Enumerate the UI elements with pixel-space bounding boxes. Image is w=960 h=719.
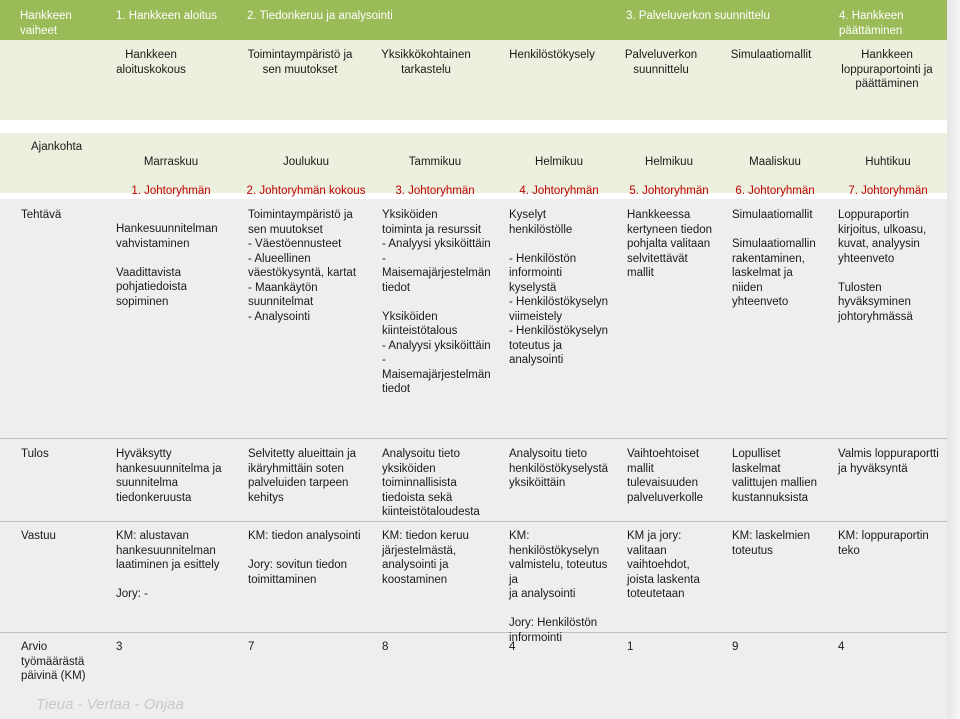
meeting-label: 2. Johtoryhmän kokous [246, 184, 366, 197]
result-cell-1: Hyväksytty hankesuunnitelma ja suunnitelma tiedonkeruusta [116, 448, 222, 504]
row-divider [0, 438, 947, 439]
task-cell-1: Hankesuunnitelman vahvistaminen Vaadittavista pohjatiedoista sopiminen [116, 223, 218, 308]
schedule-month: Helmikuu [645, 155, 693, 168]
schedule-month: Tammikuu [408, 155, 462, 168]
schedule-month: Maaliskuu [749, 155, 801, 168]
result-cell-3: Analysoitu tieto yksiköiden toiminnallisista tiedoista sekä kiinteistötaloudesta [382, 448, 480, 518]
responsibility-cell-2: KM: tiedon analysointi Jory: sovitun tiedon toimittaminen [248, 530, 361, 586]
row-label-result: Tulos [21, 448, 49, 460]
responsibility-cell-5: KM ja jory: valitaan vaihtoehdot, joista laskenta toteutetaan [627, 530, 700, 600]
effort-cell-7: 4 [838, 641, 845, 653]
right-edge-strip [947, 0, 960, 719]
schedule-month: Marraskuu [143, 155, 199, 168]
result-cell-7: Valmis loppuraportti ja hyväksyntä [838, 448, 939, 475]
effort-cell-6: 9 [732, 641, 739, 653]
result-cell-6: Lopulliset laskelmat valittujen mallien kustannuksista [732, 448, 818, 504]
meeting-label: 3. Johtoryhmän [395, 184, 475, 197]
step-6: Simulaatiomallit [730, 49, 812, 61]
effort-cell-1: 3 [116, 641, 123, 653]
meeting-label: 6. Johtoryhmän [735, 184, 815, 197]
effort-cell-4: 4 [509, 641, 516, 653]
result-cell-4: Analysoitu tieto henkilöstökyselystä yksiköittäin [509, 448, 609, 489]
task-cell-4: Kyselyt henkilöstölle - Henkilöstön informointi kyselystä - Henkilöstökyselyn viimeistely - Henkilöstökyselyn toteutus ja analysointi [509, 209, 609, 366]
task-cell-2: Toimintaympäristö ja sen muutokset - Väestöennusteet - Alueellinen väestökysyntä, kartat - Maankäytön suunnitelmat - Analysointi [248, 209, 357, 323]
step-5: Palveluverkon suunnittelu [624, 49, 698, 76]
schedule-month: Helmikuu [535, 155, 583, 168]
responsibility-cell-1: KM: alustavan hankesuunnitelman laatiminen ja esittely Jory: - [116, 530, 220, 600]
effort-cell-5: 1 [627, 641, 634, 653]
schedule-month: Huhtikuu [865, 155, 911, 168]
phase-1-label: 1. Hankkeen aloitus [116, 10, 218, 22]
watermark-text: Tieua - Vertaa - Onjaa [36, 696, 184, 713]
row-divider [0, 632, 947, 633]
schedule-label: Ajankohta [31, 141, 83, 153]
phase-3-label: 3. Palveluverkon suunnittelu [626, 10, 770, 22]
task-cell-3: Yksiköiden toiminta ja resurssit - Analyysi yksiköittäin - Maisemajärjestelmän tiedot Yksiköiden kiinteistötalous - Analyysi yksiköittäin - Maisemajärjestelmän tiedot [382, 209, 491, 395]
phase-4-label: 4. Hankkeen päättäminen [839, 10, 904, 37]
responsibility-cell-6: KM: laskelmien toteutus [732, 530, 810, 557]
step-1: Hankkeen aloituskokous [116, 49, 186, 76]
task-cell-7: Loppuraportin kirjoitus, ulkoasu, kuvat, analyysin yhteenveto Tulosten hyväksyminen johtoryhmässä [838, 209, 927, 323]
phase-header-corner: Hankkeen vaiheet [20, 10, 72, 37]
task-cell-6: Simulaatiomallit Simulaatiomallin rakentaminen, laskelmat ja niiden yhteenveto [732, 209, 816, 308]
meeting-label: 5. Johtoryhmän [629, 184, 709, 197]
result-cell-2: Selvitetty alueittain ja ikäryhmittäin soten palveluiden tarpeen kehitys [248, 448, 357, 504]
row-label-effort: Arvio työmäärästä päivinä (KM) [21, 641, 86, 682]
phase-2-label: 2. Tiedonkeruu ja analysointi [247, 10, 393, 22]
result-cell-5: Vaihtoehtoiset mallit tulevaisuuden palveluverkolle [627, 448, 704, 504]
responsibility-cell-7: KM: loppuraportin teko [838, 530, 929, 557]
responsibility-cell-4: KM: henkilöstökyselyn valmistelu, toteutus ja ja analysointi Jory: Henkilöstön informointi [509, 530, 608, 644]
meeting-label: 4. Johtoryhmän [519, 184, 599, 197]
effort-cell-2: 7 [248, 641, 255, 653]
step-2: Toimintaympäristö ja sen muutokset [247, 49, 353, 76]
schedule-month: Joulukuu [282, 155, 330, 168]
responsibility-cell-3: KM: tiedon keruu järjestelmästä, analysointi ja koostaminen [382, 530, 469, 586]
row-label-task: Tehtävä [21, 209, 62, 221]
step-3: Yksikkökohtainen tarkastelu [381, 49, 471, 76]
effort-cell-3: 8 [382, 641, 389, 653]
row-label-responsibility: Vastuu [21, 530, 56, 542]
step-7: Hankkeen loppuraportointi ja päättäminen [841, 49, 933, 90]
meeting-label: 7. Johtoryhmän [848, 184, 928, 197]
task-cell-5: Hankkeessa kertyneen tiedon pohjalta valitaan selvitettävät mallit [627, 209, 713, 279]
step-4: Henkilöstökysely [509, 49, 595, 61]
meeting-label: 1. Johtoryhmän [131, 184, 211, 197]
